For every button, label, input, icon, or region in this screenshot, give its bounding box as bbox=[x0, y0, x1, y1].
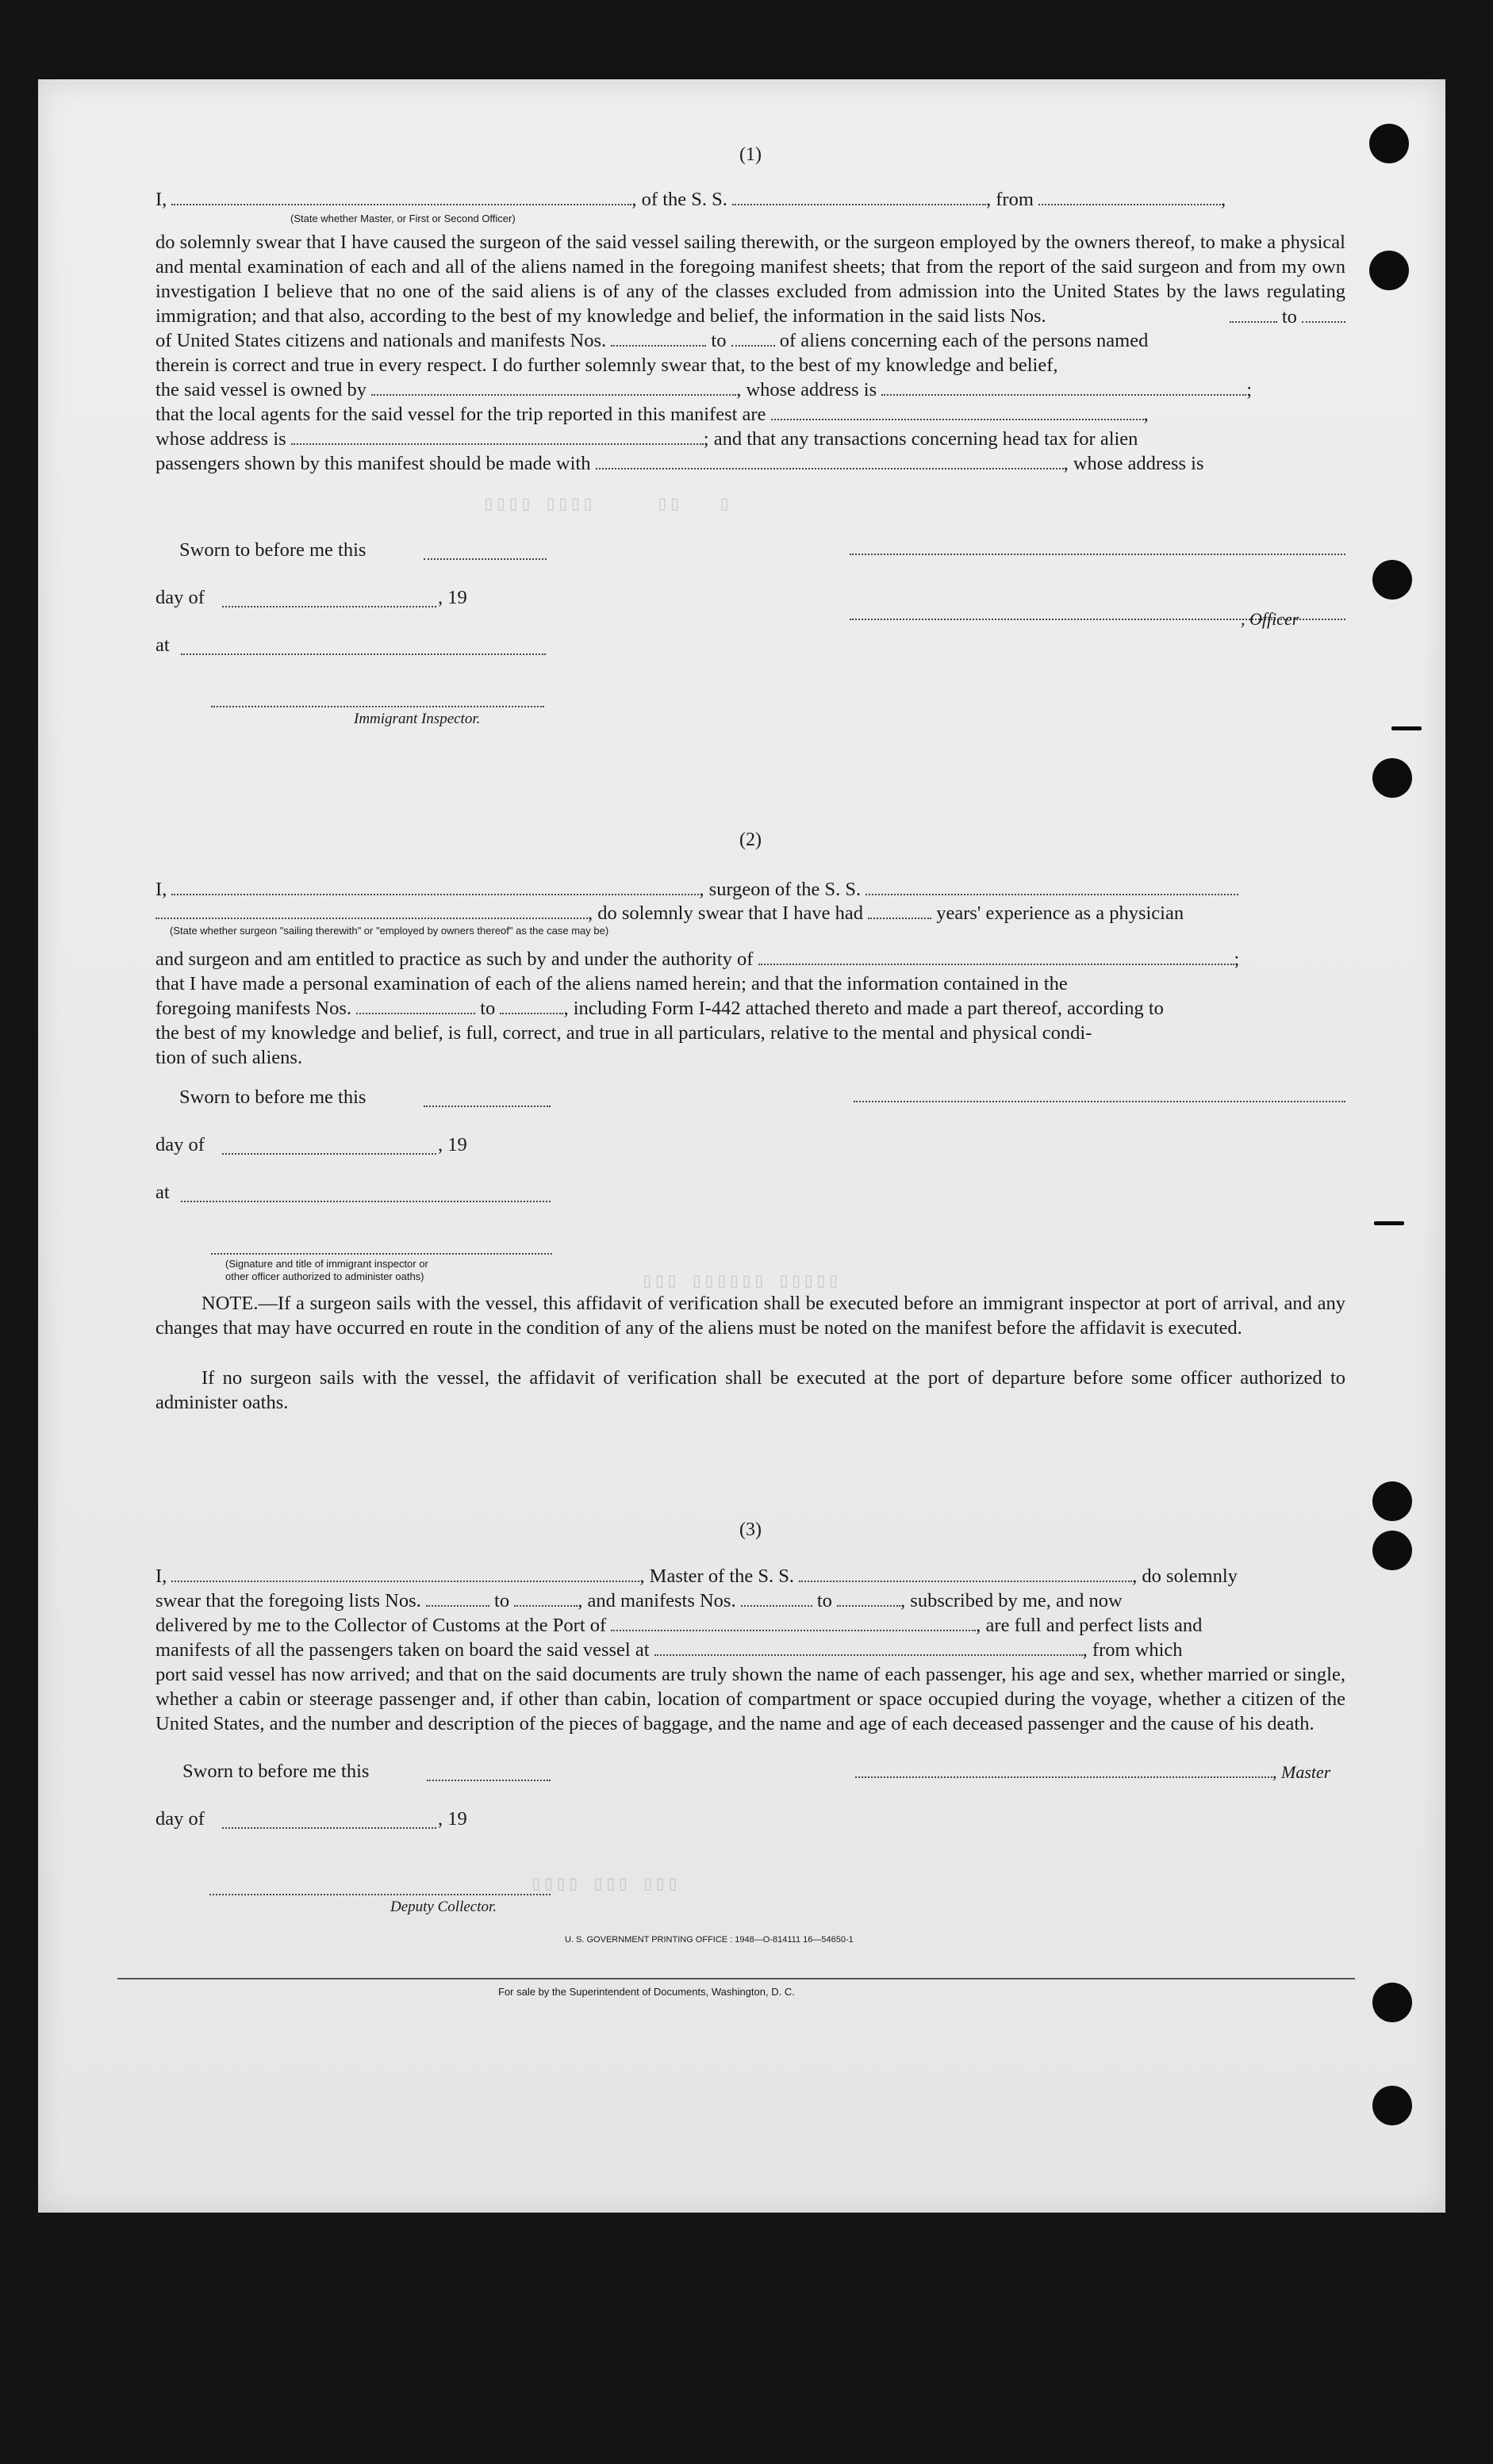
to-label: to bbox=[494, 1590, 510, 1611]
boarding-line bbox=[155, 1638, 1345, 1662]
bleed-through: ▯▯▯▯ ▯▯▯▯ ▯▯ ▯ bbox=[482, 492, 731, 515]
day-of-label: day of bbox=[155, 1808, 205, 1830]
binder-hole bbox=[1372, 758, 1412, 798]
port-field[interactable] bbox=[611, 1615, 976, 1631]
years-field[interactable] bbox=[868, 903, 931, 919]
master-signature-field[interactable] bbox=[855, 1776, 1276, 1778]
manifests-label: of United States citizens and nationals and manifests Nos. bbox=[155, 330, 607, 351]
deputy-label: Deputy Collector. bbox=[390, 1899, 497, 1915]
year-label: , 19 bbox=[438, 1808, 467, 1830]
signature-note: (Signature and title of immigrant inspector or bbox=[225, 1258, 428, 1270]
agents-address-field[interactable] bbox=[291, 429, 704, 445]
binder-hole bbox=[1372, 2086, 1412, 2125]
sale-notice: For sale by the Superintendent of Documents, Washington, D. C. bbox=[498, 1986, 795, 1998]
signature-note: other officer authorized to administer oaths) bbox=[225, 1270, 424, 1282]
collector-line bbox=[155, 1613, 1345, 1638]
form-page bbox=[38, 79, 1445, 2213]
surgeon-manifests-to-field[interactable] bbox=[500, 998, 563, 1014]
bleed-through: ▯▯▯▯ ▯▯▯ ▯▯▯ bbox=[530, 1872, 679, 1895]
master-label: , Master bbox=[1272, 1762, 1331, 1782]
years-label: years' experience as a physician bbox=[936, 902, 1184, 924]
examination-line: that I have made a personal examination of each of the aliens named herein; and that the information contained in the bbox=[155, 973, 1068, 994]
owner-address-field[interactable] bbox=[881, 380, 1246, 396]
to-label: to bbox=[711, 330, 727, 351]
arrival-body: port said vessel has now arrived; and that on the said documents are truly shown the name of each passenger, his age and sex, whether married or single, whether a cabin or steerage passenger and, if other than cabin, location of compartment or space occupied during the voyage, whether a citizen of the United States, and the number and description of the pieces of baggage, and the name and age of each deceased passenger and the cause of his death. bbox=[155, 1664, 1345, 1734]
lists-from-field[interactable] bbox=[1230, 307, 1277, 323]
section-number: (2) bbox=[739, 830, 762, 850]
sworn-date-field[interactable] bbox=[424, 558, 547, 560]
from-port-field[interactable] bbox=[1038, 190, 1221, 205]
binder-hole bbox=[1372, 1481, 1412, 1521]
inspector-signature-field[interactable] bbox=[211, 1253, 552, 1255]
at-label: at bbox=[155, 1182, 170, 1203]
made-with-label: passengers shown by this manifest should be made with bbox=[155, 453, 591, 474]
to-label: to bbox=[480, 998, 496, 1019]
surgeon-manifests-from-field[interactable] bbox=[356, 998, 475, 1014]
master-name-field[interactable] bbox=[171, 1566, 639, 1582]
surgeon-of-label: , surgeon of the S. S. bbox=[699, 879, 862, 900]
address-label: whose address is bbox=[155, 428, 286, 450]
master-of-label: , Master of the S. S. bbox=[639, 1565, 795, 1587]
agents-address-line bbox=[155, 427, 1345, 451]
year-label: , 19 bbox=[438, 587, 467, 608]
head-tax-line bbox=[155, 451, 1345, 476]
inspector-label: Immigrant Inspector. bbox=[354, 711, 481, 727]
day-of-field[interactable] bbox=[222, 1153, 436, 1155]
lists-label: swear that the foregoing lists Nos. bbox=[155, 1590, 421, 1611]
aliens-label: of aliens concerning each of the persons named bbox=[779, 330, 1149, 351]
collector-label: delivered by me to the Collector of Customs at the Port of bbox=[155, 1615, 607, 1636]
owned-by-label: the said vessel is owned by bbox=[155, 379, 367, 400]
authority-field[interactable] bbox=[758, 949, 1234, 965]
knowledge-line: the best of my knowledge and belief, is full, correct, and true in all particulars, relative to the mental and physical condi- bbox=[155, 1022, 1092, 1044]
binder-hole bbox=[1369, 124, 1409, 163]
sworn-label: Sworn to before me this bbox=[179, 1086, 367, 1108]
lists-range bbox=[155, 305, 1345, 329]
master-line bbox=[155, 1564, 1345, 1588]
boarding-label: manifests of all the passengers taken on board the said vessel at bbox=[155, 1639, 650, 1661]
authority-label: and surgeon and am entitled to practice as such by and under the authority of bbox=[155, 948, 754, 970]
i-label: I, bbox=[155, 1565, 167, 1587]
master-note: (State whether Master, or First or Second Officer) bbox=[290, 213, 516, 224]
edge-mark bbox=[1391, 726, 1422, 730]
agents-line: that the local agents for the said vessel for the trip reported in this manifest are , bbox=[155, 404, 1149, 425]
lists-from-field[interactable] bbox=[426, 1591, 489, 1607]
binder-hole bbox=[1369, 251, 1409, 290]
manifests-label: , and manifests Nos. bbox=[578, 1590, 736, 1611]
binder-hole bbox=[1372, 1531, 1412, 1570]
year-label: , 19 bbox=[438, 1134, 467, 1155]
master-name-field[interactable] bbox=[171, 190, 631, 205]
inspector-signature-field[interactable] bbox=[211, 706, 544, 707]
owner-line: the said vessel is owned by , whose address is ; bbox=[155, 379, 1253, 400]
owner-field[interactable] bbox=[371, 380, 736, 396]
lists-line bbox=[155, 1588, 1345, 1613]
form-label: , including Form I-442 attached thereto and made a part thereof, according to bbox=[563, 998, 1164, 1019]
manifests-from-field[interactable] bbox=[741, 1591, 812, 1607]
agents-field[interactable] bbox=[771, 404, 1144, 420]
at-field[interactable] bbox=[181, 1201, 551, 1202]
head-tax-party-field[interactable] bbox=[596, 454, 1064, 469]
from-label: , from bbox=[986, 189, 1034, 210]
swear-label: , do solemnly swear that I have had bbox=[588, 902, 863, 924]
bleed-through: ▯▯▯ ▯▯▯▯▯▯ ▯▯▯▯▯ bbox=[641, 1269, 840, 1293]
boarding-port-field[interactable] bbox=[654, 1640, 1083, 1656]
officer-signature-field[interactable] bbox=[850, 554, 1345, 555]
address-label: , whose address is bbox=[1063, 453, 1204, 474]
authority-line: and surgeon and am entitled to practice as such by and under the authority of ; bbox=[155, 948, 1240, 970]
lists-to-field[interactable] bbox=[1302, 307, 1345, 323]
vessel-name-field[interactable] bbox=[732, 190, 986, 205]
sworn-label: Sworn to before me this bbox=[179, 539, 367, 561]
manifests-to-field[interactable] bbox=[837, 1591, 900, 1607]
vessel-name-field[interactable] bbox=[799, 1566, 1132, 1582]
to-label: to bbox=[1281, 306, 1297, 328]
perfect-label: , are full and perfect lists and bbox=[976, 1615, 1203, 1636]
surgeon-line bbox=[155, 877, 1345, 902]
surgeon-vessel-field[interactable] bbox=[865, 879, 1238, 895]
officer-label: , Officer bbox=[1241, 609, 1299, 629]
experience-line bbox=[155, 901, 1345, 925]
section-number: (1) bbox=[739, 144, 762, 165]
address-label: , whose address is bbox=[736, 379, 877, 400]
manifests-from-field[interactable] bbox=[611, 331, 706, 347]
sailing-note: (State whether surgeon "sailing therewith" or "employed by owners thereof" as the case may be) bbox=[170, 925, 609, 937]
at-label: at bbox=[155, 634, 170, 656]
gpo-imprint: U. S. GOVERNMENT PRINTING OFFICE : 1948—O-814111 16—54650-1 bbox=[565, 1935, 854, 1945]
foregoing-label: foregoing manifests Nos. bbox=[155, 998, 351, 1019]
sworn-date-field[interactable] bbox=[424, 1106, 551, 1107]
edge-mark bbox=[1374, 1221, 1404, 1225]
day-of-field[interactable] bbox=[222, 606, 436, 607]
foregoing-line bbox=[155, 996, 1345, 1021]
at-field[interactable] bbox=[181, 653, 546, 655]
from-which-label: , from which bbox=[1082, 1639, 1183, 1661]
surgeon-status-field[interactable] bbox=[155, 903, 588, 919]
agents-label: that the local agents for the said vessel for the trip reported in this manifest are bbox=[155, 404, 766, 425]
deputy-signature-field[interactable] bbox=[209, 1894, 551, 1895]
section-number: (3) bbox=[739, 1519, 762, 1540]
manifests-to-field[interactable] bbox=[731, 331, 775, 347]
sworn-date-field[interactable] bbox=[427, 1780, 551, 1781]
lists-to-field[interactable] bbox=[514, 1591, 578, 1607]
of-ss-label: , of the S. S. bbox=[631, 189, 727, 210]
manifests-line bbox=[155, 328, 1345, 353]
sworn-label: Sworn to before me this bbox=[182, 1761, 370, 1782]
footer-rule bbox=[117, 1978, 1355, 1979]
binder-hole bbox=[1372, 560, 1412, 600]
oath-body: do solemnly swear that I have caused the surgeon of the said vessel sailing therewith, or the surgeon employed by the owners thereof, to make a physical and mental examination of each and all of the aliens named in the foregoing manifest sheets; that from the report of the said surgeon and from my own investigation I believe that no one of the said aliens is of any of the classes excluded from admission into the United States by the laws regulating immigration; and that also, according to the best of my knowledge and belief, the information in the said lists Nos. bbox=[155, 232, 1345, 327]
surgeon-signature-field[interactable] bbox=[854, 1101, 1345, 1102]
i-label: I, bbox=[155, 189, 167, 210]
note-2: If no surgeon sails with the vessel, the affidavit of verification shall be executed at the port of departure before some officer authorized to administer oaths. bbox=[155, 1367, 1345, 1413]
binder-hole bbox=[1372, 1983, 1412, 2022]
master-line: I, , of the S. S. , from , bbox=[155, 189, 1226, 210]
day-of-field[interactable] bbox=[222, 1827, 436, 1829]
to-label: to bbox=[816, 1590, 832, 1611]
surgeon-name-field[interactable] bbox=[171, 879, 699, 895]
further-line: therein is correct and true in every respect. I do further solemnly swear that, to the best of my knowledge and belief, bbox=[155, 354, 1058, 376]
i-label: I, bbox=[155, 879, 167, 900]
subscribed-label: , subscribed by me, and now bbox=[900, 1590, 1123, 1611]
day-of-label: day of bbox=[155, 587, 205, 608]
condition-line: tion of such aliens. bbox=[155, 1047, 303, 1068]
head-tax-label: ; and that any transactions concerning head tax for alien bbox=[703, 428, 1138, 450]
note-1: NOTE.—If a surgeon sails with the vessel, this affidavit of verification shall be executed before an immigrant inspector at port of arrival, and any changes that may have occurred en route in the condition of any of the aliens must be noted on the manifest before the affidavit is executed. bbox=[155, 1293, 1345, 1339]
solemnly-label: , do solemnly bbox=[1132, 1565, 1238, 1587]
day-of-label: day of bbox=[155, 1134, 205, 1155]
